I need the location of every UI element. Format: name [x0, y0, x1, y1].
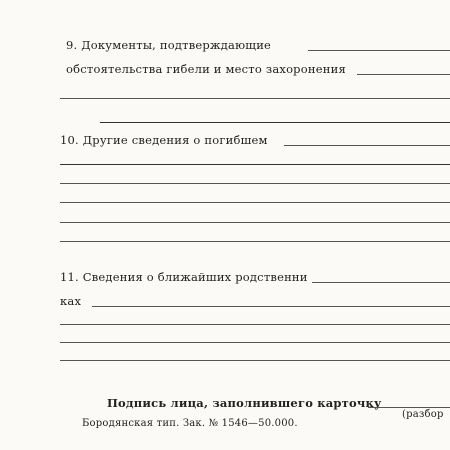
section-10-title: 10. Другие сведения о погибшем — [60, 133, 268, 147]
section-9-title-cont: обстоятельства гибели и место захоронения — [66, 62, 346, 76]
section-11-line-2[interactable] — [92, 306, 450, 307]
section-10-line-1[interactable] — [284, 145, 450, 146]
section-10-line-2[interactable] — [60, 164, 450, 165]
section-9-line-3[interactable] — [60, 98, 450, 99]
signature-line[interactable] — [368, 407, 450, 408]
section-10-line-6[interactable] — [60, 241, 450, 242]
section-10-line-5[interactable] — [60, 222, 450, 223]
section-11-line-1[interactable] — [312, 282, 450, 283]
section-9-line-4[interactable] — [100, 122, 450, 123]
section-11-line-5[interactable] — [60, 360, 450, 361]
signature-label: Подпись лица, заполнившего карточку — [107, 396, 382, 410]
section-10-line-4[interactable] — [60, 202, 450, 203]
section-11-line-4[interactable] — [60, 342, 450, 343]
section-11-title: 11. Сведения о ближайших родственни — [60, 270, 308, 284]
section-9-line-2[interactable] — [357, 74, 450, 75]
printer-imprint: Бородянская тип. Зак. № 1546—50.000. — [82, 418, 298, 429]
section-10-line-3[interactable] — [60, 183, 450, 184]
section-11-line-3[interactable] — [60, 324, 450, 325]
section-9-line-1[interactable] — [308, 50, 450, 51]
signature-note: (разбор — [402, 409, 444, 420]
section-11-title-cont: ках — [60, 294, 82, 308]
section-9-title: 9. Документы, подтверждающие — [66, 38, 272, 52]
